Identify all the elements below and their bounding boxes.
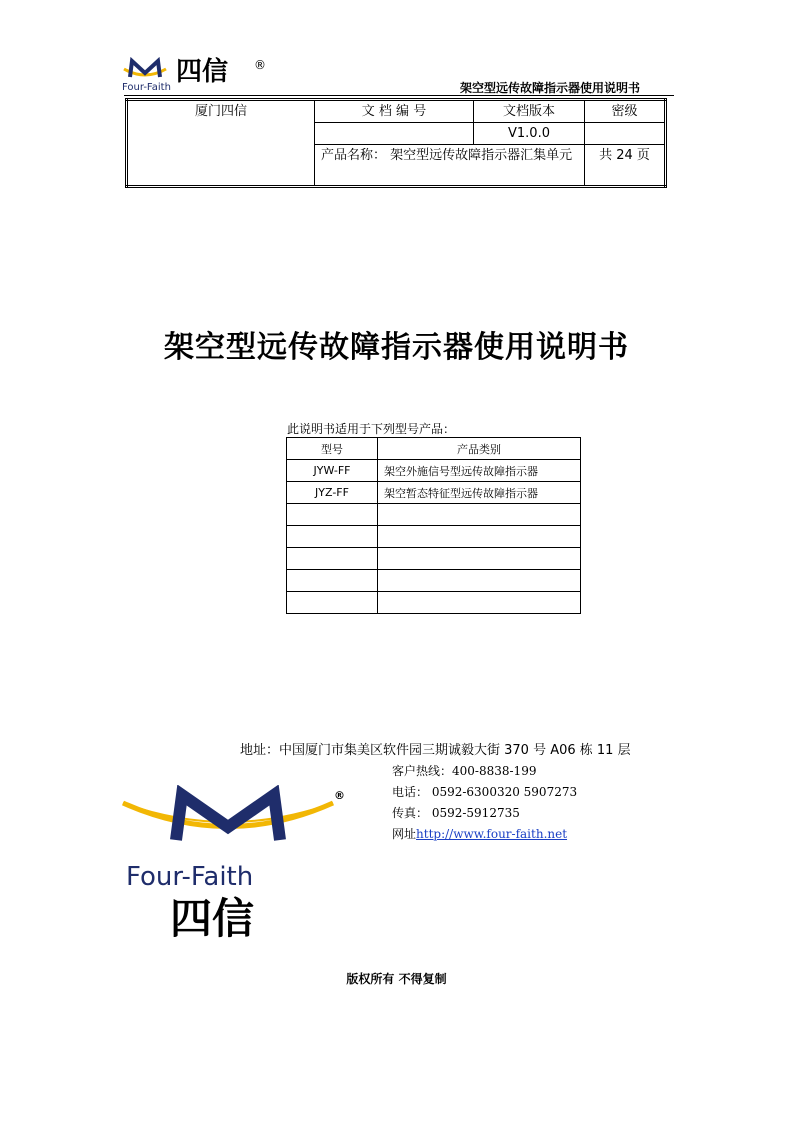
company-logo [118,785,348,940]
phone: 电话： 0592-6300320 5907273 [392,785,578,799]
table-row [287,592,581,614]
fax: 传真： 0592-5912735 [392,806,520,820]
model-cell [287,592,378,614]
registered-mark: ® [254,58,266,72]
table-row [287,526,581,548]
logo-registered-mark: ® [334,789,345,802]
model-header: 型号 [287,438,378,460]
doc-version-label: 文档版本 [474,100,585,123]
header-logo [120,55,280,95]
model-cell [287,504,378,526]
secret-label: 密级 [585,100,666,123]
model-cell [287,570,378,592]
doc-number-label: 文 档 编 号 [315,100,474,123]
website-row [392,825,567,842]
category-cell [378,548,581,570]
model-cell [287,526,378,548]
doc-number-value [315,123,474,145]
header-rule [124,95,674,96]
header-doc-title: 架空型远传故障指示器使用说明书 [460,81,641,95]
document-title: 架空型远传故障指示器使用说明书 [164,330,629,365]
model-cell: JYZ-FF [287,482,378,504]
table-row [287,570,581,592]
category-header: 产品类别 [378,438,581,460]
table-row [287,548,581,570]
category-cell: 架空暂态特征型远传故障指示器 [378,482,581,504]
table-row [287,460,581,482]
models-intro: 此说明书适用于下列型号产品： [287,422,456,436]
company-cell: 厦门四信 [127,100,315,187]
secret-value [585,123,666,145]
table-row [287,482,581,504]
page-count-cell: 共 24 页 [585,145,666,187]
category-cell [378,592,581,614]
header-brand-en: Four-Faith [122,82,171,93]
category-cell [378,570,581,592]
doc-info-table [125,98,667,188]
website-link[interactable]: http://www.four-faith.net [416,827,568,841]
website-label: 网址 [392,827,417,841]
copyright-notice: 版权所有 不得复制 [346,972,447,986]
category-cell [378,504,581,526]
company-address: 地址：中国厦门市集美区软件园三期诚毅大街 370 号 A06 栋 11 层 [240,743,631,758]
logo-brand-cn: 四信 [170,894,255,940]
model-cell: JYW-FF [287,460,378,482]
category-cell [378,526,581,548]
logo-brand-en: Four-Faith [126,862,254,892]
models-table [286,437,581,614]
product-name-cell: 产品名称： 架空型远传故障指示器汇集单元 [315,145,585,187]
model-cell [287,548,378,570]
header-brand-cn: 四信 [176,57,229,87]
doc-version-value: V1.0.0 [474,123,585,145]
hotline: 客户热线：400-8838-199 [392,764,537,778]
category-cell: 架空外施信号型远传故障指示器 [378,460,581,482]
table-row [287,504,581,526]
